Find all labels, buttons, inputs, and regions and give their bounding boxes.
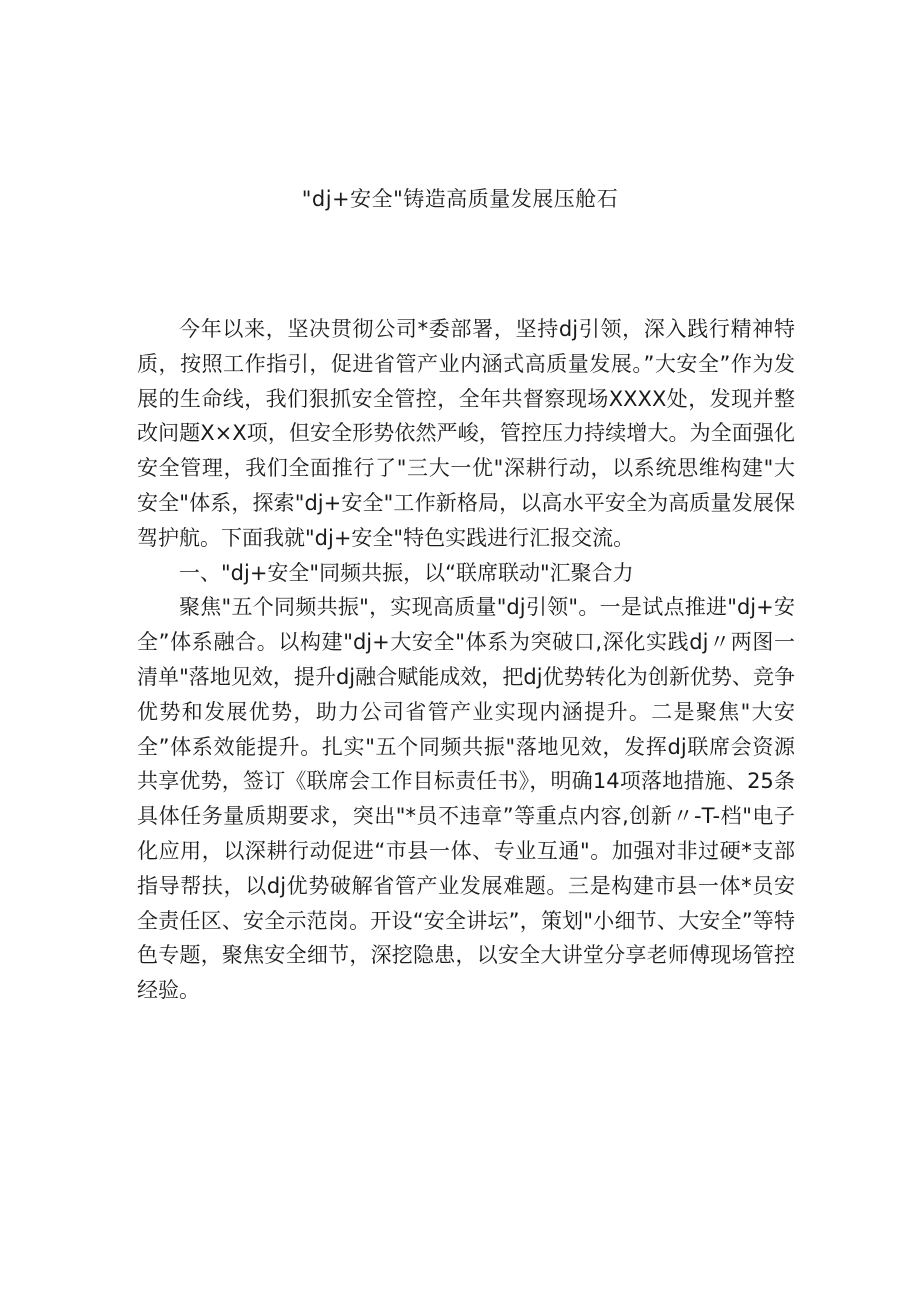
section-heading: 一、"dj+安全"同频共振，以“联席联动"汇聚合力 bbox=[179, 560, 634, 585]
intro-paragraph: 今年以来，坚决贯彻公司*委部署，坚持dj引领，深入践行精神特质，按照工作指引，促进省管产业内涵式高质量发展。”大安全”作为发展的生命线，我们狠抓安全管控，全年共督察现场XXXX处，发现并整改问题X×X项，但安全形势依然严峻，管控压力持续增大。为全面强化安全管理，我们全面推行了"三大一优"深耕行动，以系统思维构建"大安全"体系，探索"dj+安全"工作新格局，以高水平安全为高质量发展保驾护航。下面我就"dj+安全"特色实践进行汇报交流。 bbox=[137, 317, 795, 550]
document-title: "dj+安全"铸造高质量发展压舱石 bbox=[301, 187, 619, 211]
section-paragraph: 聚焦"五个同频共振"，实现高质量"dj引领"。一是试点推进"dj+安全”体系融合。以构建"dj+大安全"体系为突破口,深化实践dj〃两图一清单"落地见效，提升dj融合赋能成效，把dj优势转化为创新优势、竞争优势和发展优势，助力公司省管产业实现内涵提升。二是聚焦"大安全”体系效能提升。扎实"五个同频共振"落地见效，发挥dj联席会资源共享优势，签订《联席会工作目标责任书》，明确14项落地措施、25条具体任务量质期要求，突出"*员不违章”等重点内容,创新〃-T-档"电子化应用，以深耕行动促进“市县一体、专业互通"。加强对非过硬*支部指导帮扶，以dj优势破解省管产业发展难题。三是构建市县一体*员安全责任区、安全示范岗。开设“安全讲坛”，策划"小细节、大安全”等特色专题，聚焦安全细节，深挖隐患，以安全大讲堂分享老师傅现场管控经验。 bbox=[137, 595, 795, 1003]
document-body bbox=[137, 312, 795, 1008]
